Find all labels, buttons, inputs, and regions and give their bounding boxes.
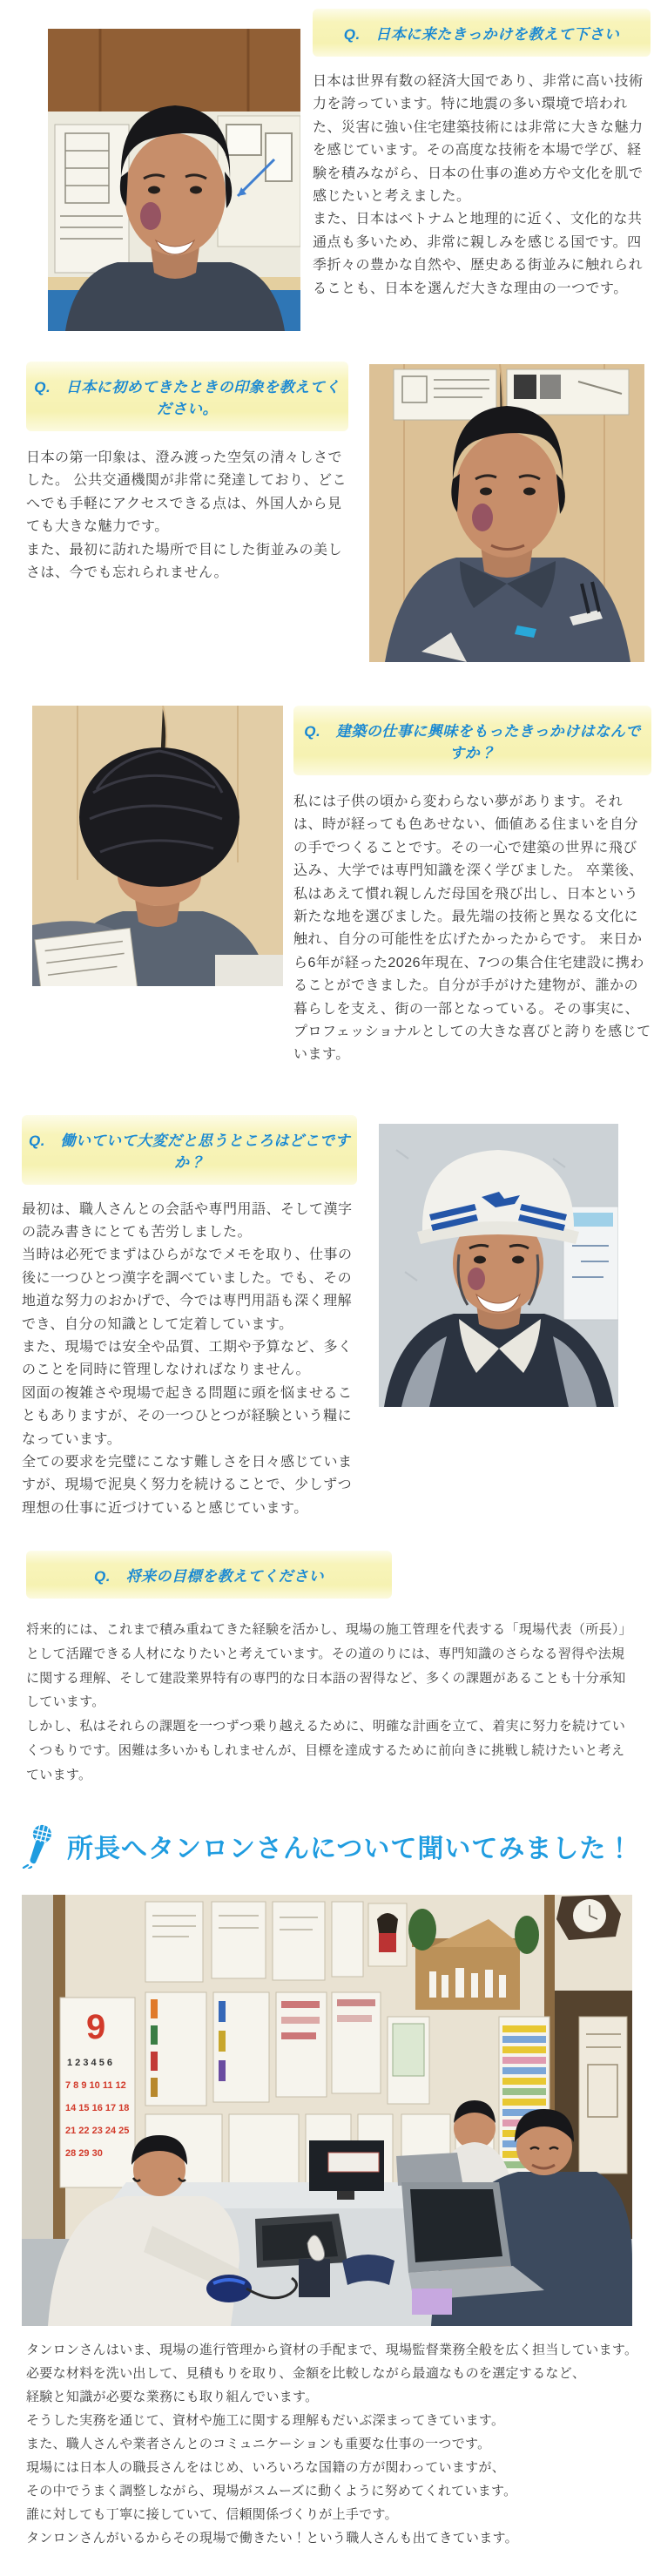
comment-line: 経験と知識が必要な業務にも取り組んでいます。: [26, 2390, 319, 2405]
comment-line: タンロンさんがいるからその現場で働きたい！という職人さんも出てきています。: [26, 2531, 518, 2546]
qa-section-5: [0, 1551, 654, 1787]
qa-section-1: [0, 0, 654, 331]
answer-3-paragraph-1: 私には子供の頃から変わらない夢があります。それは、時が経っても色あせない、価値ある住まいを自分の手でつくることです。その一心で建築の世界に飛び込み、大学では専門知識を深く学びました。 卒業後、私はあえて慣れ親しんだ母国を飛び出し、日本という新たな地を選びました。最先端の技術と異なる文化に触れ、自分の可能性を広げたかったからです。 来日から6年が経った2026年現在、7つの集合住宅建設に携わることができました。自分が手がけた建物が、誰かの暮らしを支え、街の一部となっている。その事実に、プロフェッショナルとしての大きな喜びと誇りを感じています。: [293, 794, 651, 1063]
question-3-label: Q. 建築の仕事に興味をもったきっかけはなんですか？: [304, 723, 641, 761]
comment-line: 現場には日本人の職長さんをはじめ、いろいろな国籍の方が関わっていますが、: [26, 2460, 506, 2476]
microphone-icon: [22, 1823, 57, 1869]
answer-4-paragraph-4: 図面の複雑さや現場で起きる問題に頭を悩ませることもありますが、その一つひとつが経験という糧になっています。: [22, 1385, 353, 1447]
site-office-photo: [22, 1895, 632, 2326]
question-2-label: Q. 日本に初めてきたときの印象を教えてください。: [34, 379, 340, 417]
question-4-banner: [22, 1115, 357, 1185]
question-1-banner: [313, 9, 651, 57]
comment-line: 誰に対しても丁寧に接していて、信頼関係づくりが上手です。: [26, 2507, 398, 2523]
answer-4-paragraph-2: 当時は必死でまずはひらがなでメモを取り、仕事の後に一つひとつ漢字を調べていました。でも、その地道な努力のおかげで、今では専門用語も深く理解でき、自分の知識として定着しています。: [22, 1247, 353, 1332]
comment-line: タンロンさんはいま、現場の進行管理から資材の手配まで、現場監督業務全般を広く担当しています。: [26, 2343, 638, 2358]
portrait-photo-plywood-wall: [369, 364, 644, 662]
portrait-photo-office-wall: [48, 29, 300, 331]
portrait-photo-helmet: [379, 1124, 618, 1407]
question-3-banner: [293, 706, 651, 775]
interview-heading-row: [22, 1823, 654, 1869]
svg-text:21 22 23 24 25: 21 22 23 24 25: [65, 2126, 130, 2137]
question-1-label: Q. 日本に来たきっかけを教えて下さい: [343, 26, 620, 43]
answer-5-paragraph-2: しかし、私はそれらの課題を一つずつ乗り越えるために、明確な計画を立て、着実に努力を続けていくつもりです。困難は多いかもしれませんが、目標を達成するために前向きに挑戦し続けたいと考えています。: [26, 1719, 626, 1782]
answer-2-paragraph-1: 日本の第一印象は、澄み渡った空気の清々しさでした。 公共交通機関が非常に発達しており、どこへでも手軽にアクセスできる点は、外国人から見ても大きな魅力です。: [26, 450, 347, 535]
comment-line: そうした実務を通じて、資材や施工に関する理解もだいぶ深まってきています。: [26, 2413, 505, 2429]
svg-text:9: 9: [86, 2008, 106, 2047]
answer-4-paragraph-5: 全ての要求を完璧にこなす難しさを日々感じていますが、現場で泥臭く努力を続けることで、少しずつ理想の仕事に近づけていると感じています。: [22, 1454, 353, 1516]
comment-line: また、職人さんや業者さんとのコミュニケーションも重要な仕事の一つです。: [26, 2437, 491, 2452]
photo-looking-at-documents: [32, 706, 283, 986]
question-2-banner: [26, 362, 348, 431]
svg-text:1 2 3 4 5 6: 1 2 3 4 5 6: [67, 2058, 112, 2069]
qa-section-2: [0, 362, 654, 662]
interview-heading-text: 所長へタンロンさんについて聞いてみました！: [67, 1835, 634, 1864]
site-manager-comment: [26, 2338, 654, 2550]
answer-4-paragraph-1: 最初は、職人さんとの会話や専門用語、そして漢字の読み書きにとても苦労しました。: [22, 1201, 353, 1241]
answer-4-paragraph-3: また、現場では安全や品質、工期や予算など、多くのことを同時に管理しなければなりません。: [22, 1340, 353, 1378]
question-5-banner: [26, 1551, 392, 1599]
question-5-label: Q. 将来の目標を教えてください: [94, 1568, 324, 1585]
comment-line: 必要な材料を洗い出して、見積もりを取り、金額を比較しながら最適なものを選定するなど、: [26, 2366, 586, 2382]
answer-1-paragraph-1: 日本は世界有数の経済大国であり、非常に高い技術力を誇っています。特に地震の多い環境で培われた、災害に強い住宅建築技術には非常に大きな魅力を感じています。その高度な技術を本場で学び、経験を積みながら、日本の仕事の進め方や文化を肌で感じたいと考えました。: [313, 74, 644, 204]
svg-text:7 8 9 10 11 12: 7 8 9 10 11 12: [65, 2080, 126, 2092]
answer-2-paragraph-2: また、最初に訪れた場所で目にした街並みの美しさは、今でも忘れられません。: [26, 542, 343, 580]
qa-section-3: [0, 706, 654, 1067]
question-4-label: Q. 働いていて大変だと思うところはどこですか？: [29, 1132, 350, 1171]
answer-5-paragraph-1: 将来的には、これまで積み重ねてきた経験を活かし、現場の施工管理を代表する「現場代表（所長）」として活躍できる人材になりたいと考えています。その道のりには、専門知識のさらなる習得や法規に関する理解、そして建設業界特有の専門的な日本語の習得など、多くの課題があることも十分承知しています。: [26, 1622, 632, 1710]
answer-1-paragraph-2: また、日本はベトナムと地理的に近く、文化的な共通点も多いため、非常に親しみを感じる国です。四季折々の豊かな自然や、歴史ある街並みに触れられることも、日本を選んだ大きな理由の一つです。: [313, 212, 644, 296]
svg-text:14 15 16 17 18: 14 15 16 17 18: [65, 2103, 130, 2114]
svg-text:28 29 30: 28 29 30: [65, 2148, 103, 2160]
comment-line: その中でうまく調整しながら、現場がスムーズに動くように努めてくれています。: [26, 2484, 517, 2499]
qa-section-4: [0, 1115, 654, 1520]
